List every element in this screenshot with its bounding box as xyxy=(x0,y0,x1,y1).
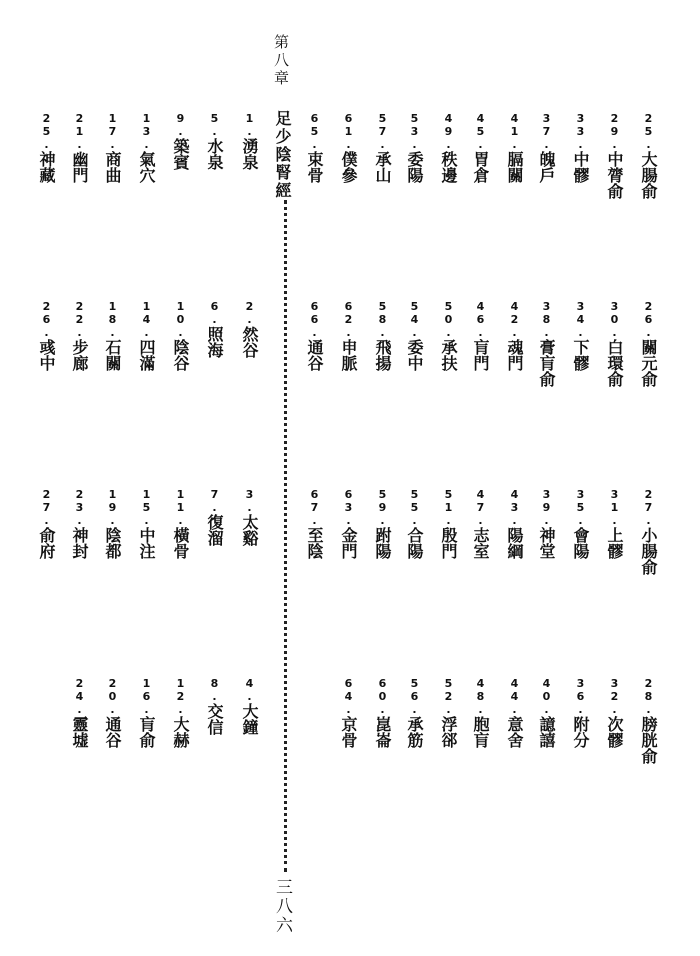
acupoint-name: 太谿 xyxy=(240,514,259,546)
acupoint-name: 承山 xyxy=(373,151,392,183)
acupoint-number: 62. xyxy=(342,300,355,339)
meridian-heading: 足少陰腎經 xyxy=(273,110,292,200)
acupoint-name: 束骨 xyxy=(305,151,324,183)
acupoint-name: 飛揚 xyxy=(373,339,392,371)
acupoint-entry xyxy=(241,677,257,735)
acupoint-number: 26. xyxy=(642,300,655,339)
acupoint-name: 照海 xyxy=(205,326,224,358)
acupoint-number: 60. xyxy=(376,677,389,716)
acupoint-number: 32. xyxy=(608,677,621,716)
acupoint-name: 大赫 xyxy=(171,716,190,748)
acupoint-entry xyxy=(472,488,488,559)
acupoint-entry xyxy=(506,112,522,183)
acupoint-number: 44. xyxy=(508,677,521,716)
acupoint-number: 54. xyxy=(408,300,421,339)
acupoint-name: 委陽 xyxy=(405,151,424,183)
acupoint-number: 65. xyxy=(308,112,321,151)
acupoint-number: 52. xyxy=(442,677,455,716)
acupoint-number: 51. xyxy=(442,488,455,527)
acupoint-entry xyxy=(340,488,356,559)
acupoint-name: 通谷 xyxy=(103,716,122,748)
acupoint-number: 34. xyxy=(574,300,587,339)
acupoint-name: 膀胱俞 xyxy=(639,716,658,764)
acupoint-number: 38. xyxy=(540,300,553,339)
acupoint-entry xyxy=(104,677,120,748)
acupoint-number: 67. xyxy=(308,488,321,527)
acupoint-name: 京骨 xyxy=(339,716,358,748)
acupoint-entry xyxy=(206,488,222,546)
acupoint-name: 譩譆 xyxy=(537,716,556,748)
acupoint-entry xyxy=(71,300,87,371)
acupoint-number: 4. xyxy=(243,677,256,703)
acupoint-entry xyxy=(538,488,554,559)
acupoint-entry xyxy=(472,677,488,748)
acupoint-entry xyxy=(472,300,488,371)
acupoint-name: 彧中 xyxy=(37,339,56,371)
acupoint-entry xyxy=(572,300,588,371)
acupoint-name: 大鐘 xyxy=(240,703,259,735)
acupoint-name: 金門 xyxy=(339,527,358,559)
acupoint-entry xyxy=(572,112,588,183)
acupoint-entry xyxy=(374,677,390,748)
acupoint-entry xyxy=(640,677,656,764)
acupoint-number: 24. xyxy=(73,677,86,716)
acupoint-name: 魂門 xyxy=(505,339,524,371)
acupoint-number: 5. xyxy=(208,112,221,138)
acupoint-entry xyxy=(406,112,422,183)
acupoint-name: 築賓 xyxy=(171,138,190,170)
acupoint-entry xyxy=(138,488,154,559)
acupoint-number: 42. xyxy=(508,300,521,339)
acupoint-number: 27. xyxy=(642,488,655,527)
acupoint-entry xyxy=(206,677,222,735)
acupoint-number: 15. xyxy=(140,488,153,527)
acupoint-number: 46. xyxy=(474,300,487,339)
acupoint-entry xyxy=(440,488,456,559)
acupoint-name: 殷門 xyxy=(439,527,458,559)
acupoint-number: 26. xyxy=(40,300,53,339)
acupoint-number: 57. xyxy=(376,112,389,151)
acupoint-entry xyxy=(71,112,87,183)
acupoint-number: 21. xyxy=(73,112,86,151)
acupoint-name: 橫骨 xyxy=(171,527,190,559)
acupoint-name: 承筋 xyxy=(405,716,424,748)
acupoint-name: 魄戶 xyxy=(537,151,556,183)
acupoint-entry xyxy=(206,112,222,170)
acupoint-number: 45. xyxy=(474,112,487,151)
acupoint-name: 湧泉 xyxy=(240,138,259,170)
acupoint-entry xyxy=(606,488,622,559)
acupoint-name: 商曲 xyxy=(103,151,122,183)
acupoint-number: 56. xyxy=(408,677,421,716)
acupoint-entry xyxy=(538,677,554,748)
acupoint-number: 17. xyxy=(106,112,119,151)
acupoint-entry xyxy=(406,677,422,748)
acupoint-entry xyxy=(38,488,54,559)
acupoint-entry xyxy=(172,112,188,170)
acupoint-number: 2. xyxy=(243,300,256,326)
acupoint-entry xyxy=(538,112,554,183)
acupoint-number: 25. xyxy=(642,112,655,151)
acupoint-entry xyxy=(406,300,422,371)
acupoint-entry xyxy=(38,112,54,183)
acupoint-number: 53. xyxy=(408,112,421,151)
acupoint-number: 49. xyxy=(442,112,455,151)
acupoint-name: 中髎 xyxy=(571,151,590,183)
acupoint-number: 28. xyxy=(642,677,655,716)
acupoint-number: 3. xyxy=(243,488,256,514)
acupoint-entry xyxy=(440,112,456,183)
acupoint-name: 俞府 xyxy=(37,527,56,559)
acupoint-entry xyxy=(138,300,154,371)
acupoint-name: 合陽 xyxy=(405,527,424,559)
acupoint-number: 37. xyxy=(540,112,553,151)
acupoint-name: 關元俞 xyxy=(639,339,658,387)
acupoint-name: 承扶 xyxy=(439,339,458,371)
acupoint-number: 59. xyxy=(376,488,389,527)
acupoint-entry xyxy=(606,677,622,748)
acupoint-number: 22. xyxy=(73,300,86,339)
acupoint-entry xyxy=(241,488,257,546)
acupoint-name: 陽綱 xyxy=(505,527,524,559)
acupoint-name: 跗陽 xyxy=(373,527,392,559)
acupoint-number: 11. xyxy=(174,488,187,527)
acupoint-name: 四滿 xyxy=(137,339,156,371)
acupoint-name: 陰都 xyxy=(103,527,122,559)
acupoint-entry xyxy=(572,677,588,748)
acupoint-name: 大腸俞 xyxy=(639,151,658,199)
acupoint-name: 僕參 xyxy=(339,151,358,183)
acupoint-entry xyxy=(506,677,522,748)
acupoint-name: 附分 xyxy=(571,716,590,748)
acupoint-number: 66. xyxy=(308,300,321,339)
acupoint-name: 靈墟 xyxy=(70,716,89,748)
acupoint-name: 幽門 xyxy=(70,151,89,183)
acupoint-name: 會陽 xyxy=(571,527,590,559)
acupoint-name: 志室 xyxy=(471,527,490,559)
acupoint-entry xyxy=(640,488,656,575)
acupoint-number: 10. xyxy=(174,300,187,339)
acupoint-number: 41. xyxy=(508,112,521,151)
acupoint-entry xyxy=(104,488,120,559)
acupoint-entry xyxy=(172,488,188,559)
acupoint-name: 肓俞 xyxy=(137,716,156,748)
acupoint-name: 神封 xyxy=(70,527,89,559)
acupoint-entry xyxy=(206,300,222,358)
acupoint-entry xyxy=(71,488,87,559)
acupoint-name: 下髎 xyxy=(571,339,590,371)
acupoint-number: 14. xyxy=(140,300,153,339)
acupoint-entry xyxy=(340,112,356,183)
acupoint-entry xyxy=(104,112,120,183)
acupoint-entry xyxy=(340,677,356,748)
acupoint-number: 23. xyxy=(73,488,86,527)
acupoint-entry xyxy=(506,488,522,559)
acupoint-name: 膏肓俞 xyxy=(537,339,556,387)
acupoint-name: 然谷 xyxy=(240,326,259,358)
dotted-leader-line xyxy=(284,200,287,872)
acupoint-entry xyxy=(572,488,588,559)
acupoint-entry xyxy=(374,488,390,559)
acupoint-name: 氣穴 xyxy=(137,151,156,183)
acupoint-number: 47. xyxy=(474,488,487,527)
acupoint-entry xyxy=(606,300,622,387)
acupoint-entry xyxy=(440,300,456,371)
acupoint-name: 白環俞 xyxy=(605,339,624,387)
acupoint-number: 31. xyxy=(608,488,621,527)
acupoint-name: 石關 xyxy=(103,339,122,371)
acupoint-name: 中膂俞 xyxy=(605,151,624,199)
acupoint-entry xyxy=(138,112,154,183)
acupoint-name: 肓門 xyxy=(471,339,490,371)
acupoint-entry xyxy=(172,300,188,371)
acupoint-entry xyxy=(506,300,522,371)
acupoint-number: 1. xyxy=(243,112,256,138)
acupoint-name: 通谷 xyxy=(305,339,324,371)
acupoint-entry xyxy=(440,677,456,748)
acupoint-name: 陰谷 xyxy=(171,339,190,371)
acupoint-number: 9. xyxy=(174,112,187,138)
acupoint-entry xyxy=(306,488,322,559)
acupoint-name: 至陰 xyxy=(305,527,324,559)
acupoint-number: 16. xyxy=(140,677,153,716)
acupoint-name: 浮郤 xyxy=(439,716,458,748)
acupoint-number: 29. xyxy=(608,112,621,151)
acupoint-number: 40. xyxy=(540,677,553,716)
acupoint-number: 20. xyxy=(106,677,119,716)
acupoint-entry xyxy=(241,300,257,358)
acupoint-entry xyxy=(374,112,390,183)
acupoint-entry xyxy=(374,300,390,371)
acupoint-entry xyxy=(406,488,422,559)
acupoint-entry xyxy=(306,112,322,183)
acupoint-name: 交信 xyxy=(205,703,224,735)
acupoint-name: 水泉 xyxy=(205,138,224,170)
acupoint-number: 64. xyxy=(342,677,355,716)
acupoint-name: 上髎 xyxy=(605,527,624,559)
acupoint-entry xyxy=(71,677,87,748)
acupoint-number: 58. xyxy=(376,300,389,339)
acupoint-entry xyxy=(138,677,154,748)
acupoint-number: 27. xyxy=(40,488,53,527)
acupoint-entry xyxy=(306,300,322,371)
acupoint-number: 8. xyxy=(208,677,221,703)
acupoint-name: 胞肓 xyxy=(471,716,490,748)
acupoint-name: 神藏 xyxy=(37,151,56,183)
acupoint-number: 43. xyxy=(508,488,521,527)
acupoint-name: 胃倉 xyxy=(471,151,490,183)
acupoint-number: 6. xyxy=(208,300,221,326)
acupoint-number: 18. xyxy=(106,300,119,339)
acupoint-name: 復溜 xyxy=(205,514,224,546)
acupoint-name: 步廊 xyxy=(70,339,89,371)
acupoint-number: 63. xyxy=(342,488,355,527)
acupoint-number: 25. xyxy=(40,112,53,151)
acupoint-entry xyxy=(340,300,356,371)
acupoint-number: 35. xyxy=(574,488,587,527)
acupoint-number: 12. xyxy=(174,677,187,716)
acupoint-number: 30. xyxy=(608,300,621,339)
acupoint-entry xyxy=(38,300,54,371)
acupoint-name: 意舍 xyxy=(505,716,524,748)
acupoint-number: 61. xyxy=(342,112,355,151)
acupoint-name: 次髎 xyxy=(605,716,624,748)
acupoint-entry xyxy=(172,677,188,748)
acupoint-name: 委中 xyxy=(405,339,424,371)
acupoint-number: 19. xyxy=(106,488,119,527)
acupoint-entry xyxy=(472,112,488,183)
acupoint-name: 申脈 xyxy=(339,339,358,371)
acupoint-number: 33. xyxy=(574,112,587,151)
acupoint-name: 秩邊 xyxy=(439,151,458,183)
acupoint-entry xyxy=(104,300,120,371)
chapter-heading: 第八章 xyxy=(272,34,290,88)
acupoint-name: 神堂 xyxy=(537,527,556,559)
acupoint-name: 崑崙 xyxy=(373,716,392,748)
acupoint-name: 中注 xyxy=(137,527,156,559)
acupoint-name: 膈關 xyxy=(505,151,524,183)
acupoint-entry xyxy=(640,300,656,387)
acupoint-number: 39. xyxy=(540,488,553,527)
acupoint-number: 48. xyxy=(474,677,487,716)
acupoint-entry xyxy=(538,300,554,387)
page-number: 三八六 xyxy=(272,878,292,935)
acupoint-number: 50. xyxy=(442,300,455,339)
acupoint-entry xyxy=(241,112,257,170)
acupoint-number: 7. xyxy=(208,488,221,514)
acupoint-number: 13. xyxy=(140,112,153,151)
acupoint-number: 55. xyxy=(408,488,421,527)
acupoint-entry xyxy=(606,112,622,199)
acupoint-number: 36. xyxy=(574,677,587,716)
acupoint-entry xyxy=(640,112,656,199)
acupoint-name: 小腸俞 xyxy=(639,527,658,575)
